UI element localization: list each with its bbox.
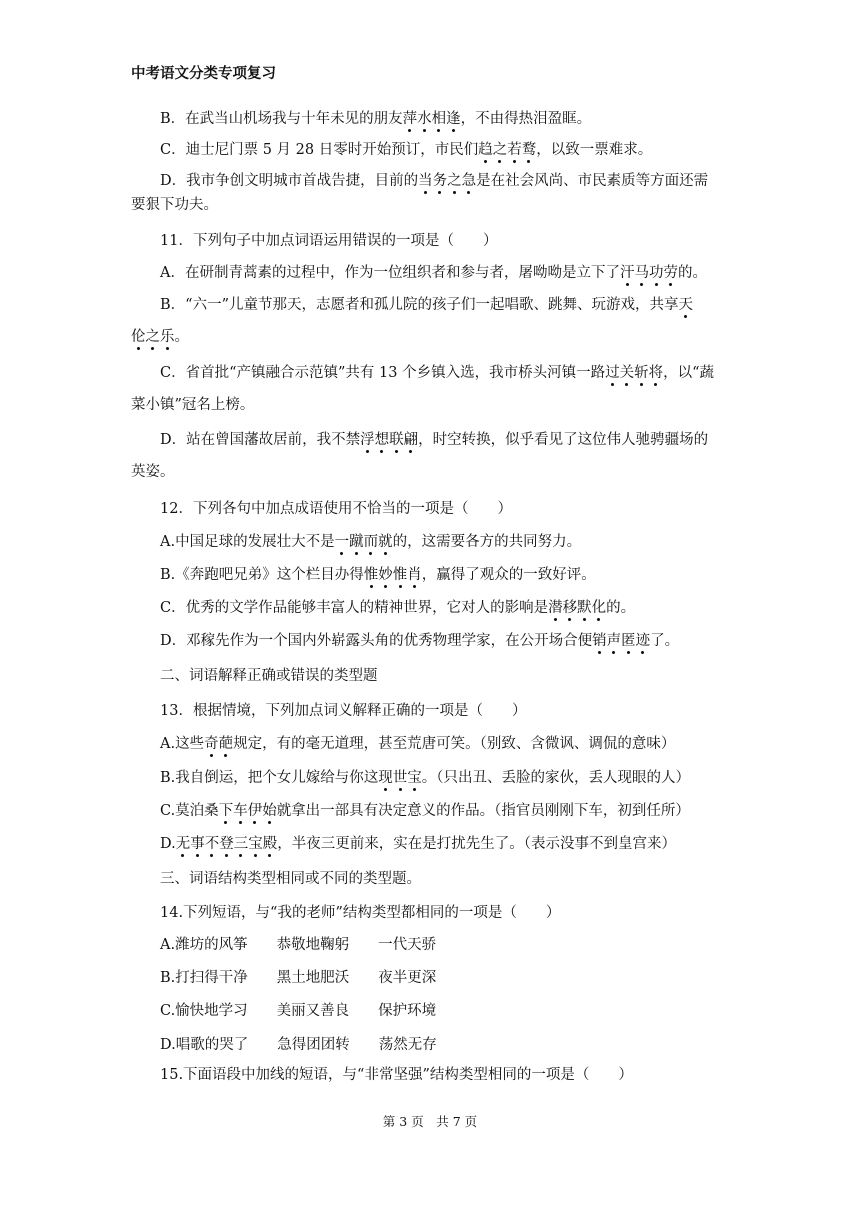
emphasized-term: 萍水相逢: [402, 111, 461, 127]
footer-prefix: 第: [382, 1114, 396, 1129]
body-line: [131, 330, 189, 345]
line-text: 。: [174, 329, 189, 345]
body-line: [160, 938, 436, 953]
body-line: [160, 704, 526, 719]
body-line: [160, 535, 581, 550]
line-text: 。（只出丑、丢脸的家伙，丢人现眼的人）: [421, 770, 691, 786]
line-text: D.唱歌的哭了 急得团团转 荡然无存: [160, 1037, 437, 1053]
line-text: C．优秀的文学作品能够丰富人的精神世界，它对人的影响是: [160, 600, 549, 616]
line-text: 了。: [650, 633, 680, 649]
body-line: [160, 669, 378, 684]
emphasized-term: 惟妙惟肖: [363, 567, 422, 583]
body-line: [160, 433, 708, 448]
line-text: 菜小镇”冠名上榜。: [131, 397, 255, 413]
line-text: ，不由得热泪盈眶。: [460, 111, 592, 127]
emphasized-term: 下车伊始: [218, 803, 277, 819]
body-line: [160, 804, 690, 819]
body-line: [160, 174, 708, 189]
line-text: 15.下面语段中加线的短语，与“非常坚强”结构类型相同的一项是（ ）: [160, 1067, 633, 1083]
line-text: 英姿。: [131, 464, 175, 480]
body-line: [131, 398, 254, 413]
line-text: D．我市争创文明城市首战告捷，目前的: [160, 173, 419, 189]
line-text: C．迪士尼门票 5 月 28 日零时开始预订，市民们: [160, 142, 479, 158]
emphasized-term: 无事不登三宝殿: [175, 836, 278, 852]
line-text: ，半夜三更前来，实在是打扰先生了。（表示没事不到皇宫来）: [277, 836, 676, 852]
page-header: 中考语文分类专项复习: [131, 66, 276, 82]
line-text: D.: [160, 836, 176, 852]
line-text: 的，这需要各方的共同努力。: [392, 534, 582, 550]
body-line: [160, 502, 512, 517]
line-text: B．在武当山机场我与十年未见的朋友: [160, 111, 403, 127]
line-text: 要狠下功夫。: [131, 197, 218, 213]
footer-mid: 页 共: [411, 1114, 449, 1129]
line-text: 的。: [606, 600, 636, 616]
line-text: A.中国足球的发展壮大不是: [160, 534, 335, 550]
emphasized-term: 销声匿迹: [592, 633, 651, 649]
body-line: [160, 298, 693, 313]
line-text: 12．下列各句中加点成语使用不恰当的一项是（ ）: [160, 501, 512, 517]
body-line: [131, 465, 175, 480]
emphasized-term: 一蹴而就: [334, 534, 393, 550]
line-text: C.莫泊桑: [160, 803, 219, 819]
line-text: ，赢得了观众的一致好评。: [421, 567, 596, 583]
emphasized-term: 潜移默化: [548, 600, 607, 616]
line-text: C.愉快地学习 美丽又善良 保护环境: [160, 1003, 437, 1019]
footer-suffix: 页: [464, 1114, 478, 1129]
line-text: D．站在曾国藩故居前，我不禁: [160, 432, 361, 448]
emphasized-term: 浮想联翩: [360, 432, 419, 448]
emphasized-term: 汗马功劳: [619, 265, 678, 281]
body-line: [160, 234, 497, 249]
emphasized-term: 天: [678, 297, 693, 313]
body-line: [160, 634, 679, 649]
footer-current-page: 3: [399, 1114, 408, 1129]
emphasized-term: 趋之若鹜: [478, 142, 537, 158]
body-line: [160, 568, 596, 583]
line-text: C．省首批“产镇融合示范镇”共有 13 个乡镇入选，我市桥头河镇一路: [160, 365, 606, 381]
emphasized-term: 当务之急: [418, 173, 477, 189]
line-text: B．“六一”儿童节那天，志愿者和孤儿院的孩子们一起唱歌、跳舞、玩游戏，共享: [160, 297, 679, 313]
body-line: [160, 837, 676, 852]
body-line: [160, 906, 560, 921]
line-text: 的。: [677, 265, 707, 281]
body-line: [160, 771, 690, 786]
body-line: [160, 1068, 633, 1083]
body-line: [160, 266, 707, 281]
body-line: [160, 1004, 436, 1019]
body-line: [160, 112, 591, 127]
footer-total-pages: 7: [452, 1114, 461, 1129]
emphasized-term: 伦之乐: [131, 329, 175, 345]
line-text: 14.下列短语，与“我的老师”结构类型都相同的一项是（ ）: [160, 905, 561, 921]
line-text: 11．下列句子中加点词语运用错误的一项是（ ）: [160, 233, 498, 249]
line-text: D．邓稼先作为一个国内外崭露头角的优秀物理学家，在公开场合便: [160, 633, 593, 649]
body-line: [160, 737, 675, 752]
line-text: 三、词语结构类型相同或不同的类型题。: [160, 871, 421, 887]
line-text: ，以致一票难求。: [536, 142, 653, 158]
body-line: [131, 198, 218, 213]
line-text: ，时空转换，似乎看见了这位伟人驰骋疆场的: [418, 432, 709, 448]
emphasized-term: 过关斩将: [605, 365, 664, 381]
emphasized-term: 现世宝: [378, 770, 422, 786]
body-line: [160, 971, 436, 986]
page-footer: [0, 1112, 860, 1130]
body-line: [160, 366, 714, 381]
line-text: A.潍坊的风筝 恭敬地鞠躬 一代天骄: [160, 937, 437, 953]
body-line: [160, 1038, 437, 1053]
line-text: 规定，有的毫无道理，甚至荒唐可笑。（别致、含微讽、调侃的意味）: [233, 736, 676, 752]
body-line: [160, 601, 635, 616]
line-text: A．在研制青蒿素的过程中，作为一位组织者和参与者，屠呦呦是立下了: [160, 265, 620, 281]
line-text: 是在社会风尚、市民素质等方面还需: [476, 173, 709, 189]
line-text: ，以“蔬: [663, 365, 715, 381]
body-line: [160, 143, 652, 158]
body-line: [160, 872, 421, 887]
line-text: A.这些: [160, 736, 205, 752]
line-text: 就拿出一部具有决定意义的作品。（指官员刚刚下车，初到任所）: [276, 803, 690, 819]
line-text: B.我自倒运，把个女儿嫁给与你这: [160, 770, 379, 786]
line-text: B.《奔跑吧兄弟》这个栏目办得: [160, 567, 364, 583]
emphasized-term: 奇葩: [204, 736, 234, 752]
line-text: 二、词语解释正确或错误的类型题: [160, 668, 378, 684]
line-text: 13．根据情境，下列加点词义解释正确的一项是（ ）: [160, 703, 527, 719]
line-text: B.打扫得干净 黑土地肥沃 夜半更深: [160, 970, 437, 986]
